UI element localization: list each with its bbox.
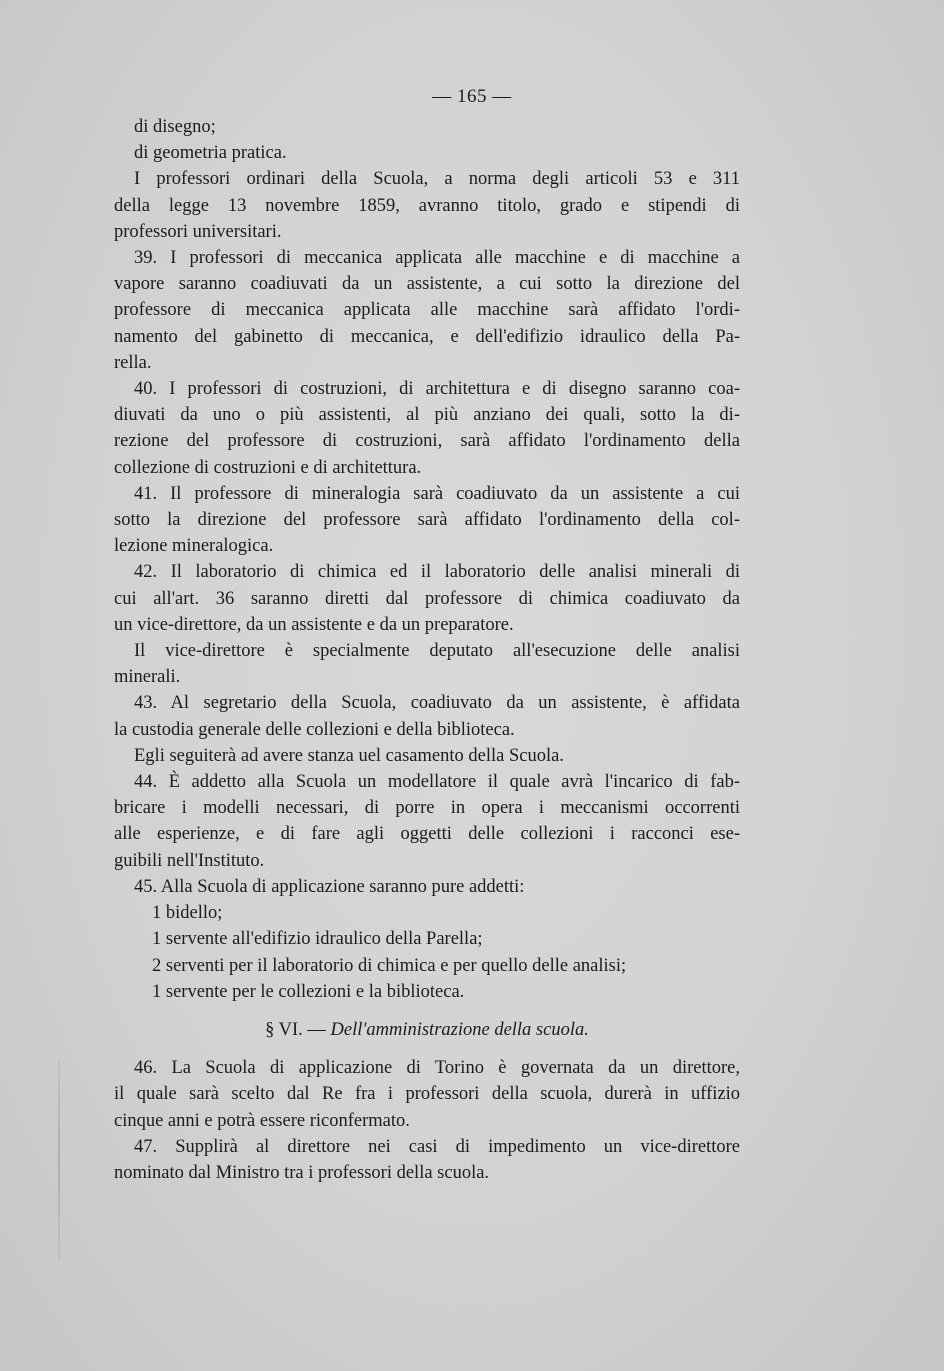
text-line: 41. Il professore di mineralogia sarà coadiuvato da un assistente a cui [134,483,740,504]
section-title: Dell'amministrazione della scuola. [330,1019,589,1040]
text-line: nominato dal Ministro tra i professori della scuola. [114,1162,490,1183]
text-line: bricare i modelli necessari, di porre in opera i meccanismi occorrenti [114,798,740,819]
text-line: 46. La Scuola di applicazione di Torino è governata da un direttore, [134,1058,740,1079]
text-line: 44. È addetto alla Scuola un modellatore il quale avrà l'incarico di fab- [134,772,740,793]
text-line: Egli seguiterà ad avere stanza uel casamento della Scuola. [134,745,564,766]
text-line: 42. Il laboratorio di chimica ed il laboratorio delle analisi minerali di [134,562,740,583]
list-item: 1 servente per le collezioni e la biblioteca. [152,981,465,1002]
section-heading [114,1017,740,1043]
text-line: alle esperienze, e di fare agli oggetti delle collezioni i racconci ese- [114,824,740,845]
text-line: Il vice-direttore è specialmente deputato all'esecuzione delle analisi [134,641,740,662]
text-line: diuvati da uno o più assistenti, al più anziano dei quali, sotto la di- [114,405,740,426]
text-line: lezione mineralogica. [114,536,274,557]
text-line: minerali. [114,667,181,688]
body-text [114,114,740,1186]
text-line: collezione di costruzioni e di architettura. [114,457,422,478]
text-line: professore di meccanica applicata alle macchine sarà affidato l'ordi- [114,300,740,321]
text-line: rella. [114,352,152,373]
section-number: § VI. — [265,1019,331,1040]
text-line: guibili nell'Instituto. [114,850,265,871]
scan-edge-mark [58,1060,60,1260]
text-line: professori universitari. [114,221,282,242]
text-line: vapore saranno coadiuvati da un assistente, a cui sotto la direzione del [114,274,740,295]
text-line: 43. Al segretario della Scuola, coadiuvato da un assistente, è affidata [134,693,740,714]
text-line: la custodia generale delle collezioni e della biblioteca. [114,719,515,740]
text-line: della legge 13 novembre 1859, avranno titolo, grado e stipendi di [114,195,740,216]
text-line: di geometria pratica. [134,143,287,164]
text-line: 47. Supplirà al direttore nei casi di impedimento un vice-direttore [134,1136,740,1157]
text-line: I professori ordinari della Scuola, a norma degli articoli 53 e 311 [134,169,740,190]
text-line: il quale sarà scelto dal Re fra i professori della scuola, durerà in uffizio [114,1084,740,1105]
list-item: 1 servente all'edifizio idraulico della Parella; [152,929,483,950]
list-item: 2 serventi per il laboratorio di chimica e per quello delle analisi; [152,955,627,976]
text-line: cui all'art. 36 saranno diretti dal professore di chimica coadiuvato da [114,588,740,609]
text-line: di disegno; [134,117,216,137]
text-line: sotto la direzione del professore sarà affidato l'ordinamento della col- [114,510,740,531]
text-line: un vice-direttore, da un assistente e da un preparatore. [114,614,514,635]
text-line: 45. Alla Scuola di applicazione saranno pure addetti: [134,876,525,897]
list-item: 1 bidello; [152,903,223,924]
text-line: 39. I professori di meccanica applicata alle macchine e di macchine a [134,248,740,269]
text-line: 40. I professori di costruzioni, di architettura e di disegno saranno coa- [134,379,740,400]
text-line: rezione del professore di costruzioni, sarà affidato l'ordinamento della [114,431,740,452]
text-line: cinque anni e potrà essere riconfermato. [114,1110,410,1131]
text-line: namento del gabinetto di meccanica, e dell'edifizio idraulico della Pa- [114,326,740,347]
page-number: — 165 — [432,86,512,107]
